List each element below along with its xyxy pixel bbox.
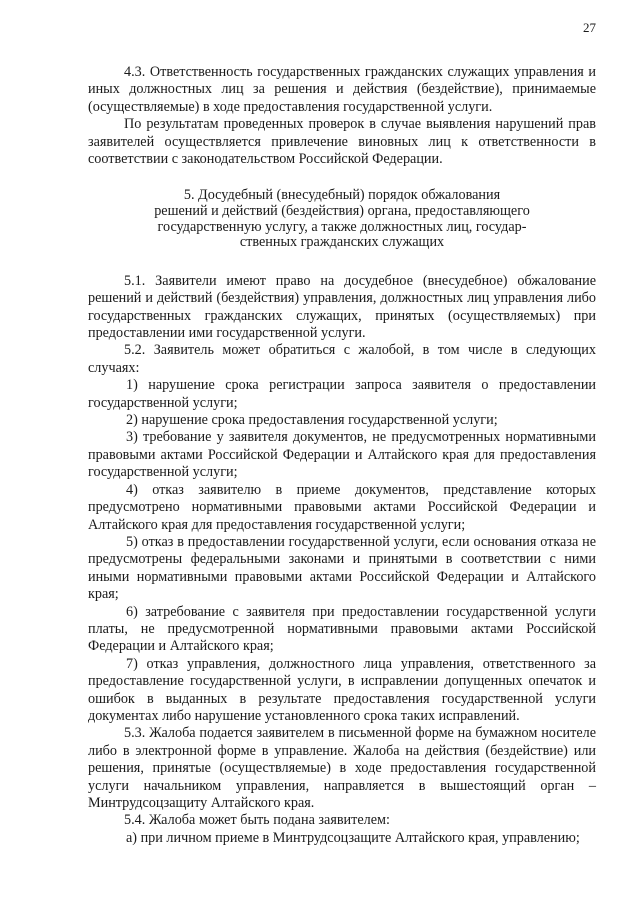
document-body <box>88 64 596 847</box>
page-number: 27 <box>583 20 596 35</box>
section-title-line: решений и действий (бездействия) органа, предоставляющего <box>154 203 530 220</box>
list-item-7: 7) отказ управления, должностного лица управления, ответственного за предоставление государственной услуги, в исправлении допущенных опечаток и ошибок в выданных в результате предоставления государственной услуги документах либо нарушение установленного срока таких исправлений. <box>88 655 596 724</box>
list-item-5: 5) отказ в предоставлении государственной услуги, если основания отказа не предусмотрены федеральными законами и принятыми в соответствии с ними иными нормативными правовыми актами Российской Федерации и Алтайского края; <box>88 533 596 603</box>
paragraph-5-3: 5.3. Жалоба подается заявителем в письменной форме на бумажном носителе либо в электронной форме в управление. Жалоба на действия (бездействие) или решения, принятые (осуществляемые) в ходе предоставления государственной услуги начальником управления, направляется в вышестоящий орган – Минтрудсоцзащиту Алтайского края. <box>88 725 596 811</box>
section-5-title <box>108 188 576 250</box>
list-item-2: 2) нарушение срока предоставления государственной услуги; <box>126 412 498 429</box>
paragraph-5-4-a: а) при личном приеме в Минтрудсоцзащите Алтайского края, управлению; <box>126 829 580 846</box>
list-item-6: 6) затребование с заявителя при предоставлении государственной услуги платы, не предусмотренной нормативными правовыми актами Российской Федерации и Алтайского края; <box>88 603 596 655</box>
paragraph-inspection-results: По результатам проведенных проверок в случае выявления нарушений прав заявителей осуществляется привлечение виновных лиц к ответственности в соответствии с законодательством Российской Федерации. <box>88 116 596 168</box>
list-item-3: 3) требование у заявителя документов, не предусмотренных нормативными правовыми актами Российской Федерации и Алтайского края для предоставления государственной услуги; <box>88 429 596 481</box>
paragraph-5-1: 5.1. Заявители имеют право на досудебное (внесудебное) обжалование решений и действий (бездействия) управления, должностных лиц управления либо государственных гражданских служащих, принятых (осуществляемых) при предоставлении ими государственной услуги. <box>88 272 596 342</box>
paragraph-5-4: 5.4. Жалоба может быть подана заявителем: <box>124 812 390 829</box>
section-title-line: ственных гражданских служащих <box>239 234 445 251</box>
section-title-line: государственную услугу, а также должностных лиц, государ- <box>157 218 527 235</box>
section-title-line: 5. Досудебный (внесудебный) порядок обжалования <box>183 187 501 204</box>
list-item-1: 1) нарушение срока регистрации запроса заявителя о предоставлении государственной услуги; <box>88 377 596 411</box>
paragraph-5-2: 5.2. Заявитель может обратиться с жалобой, в том числе в следующих случаях: <box>88 342 596 376</box>
paragraph-4-3: 4.3. Ответственность государственных гражданских служащих управления и иных должностных лиц за решения и действия (бездействие), принимаемые (осуществляемые) в ходе предоставления государственной услуги. <box>88 64 596 115</box>
list-item-4: 4) отказ заявителю в приеме документов, представление которых предусмотрено нормативными правовыми актами Российской Федерации и Алтайского края для предоставления государственной услуги; <box>88 481 596 533</box>
